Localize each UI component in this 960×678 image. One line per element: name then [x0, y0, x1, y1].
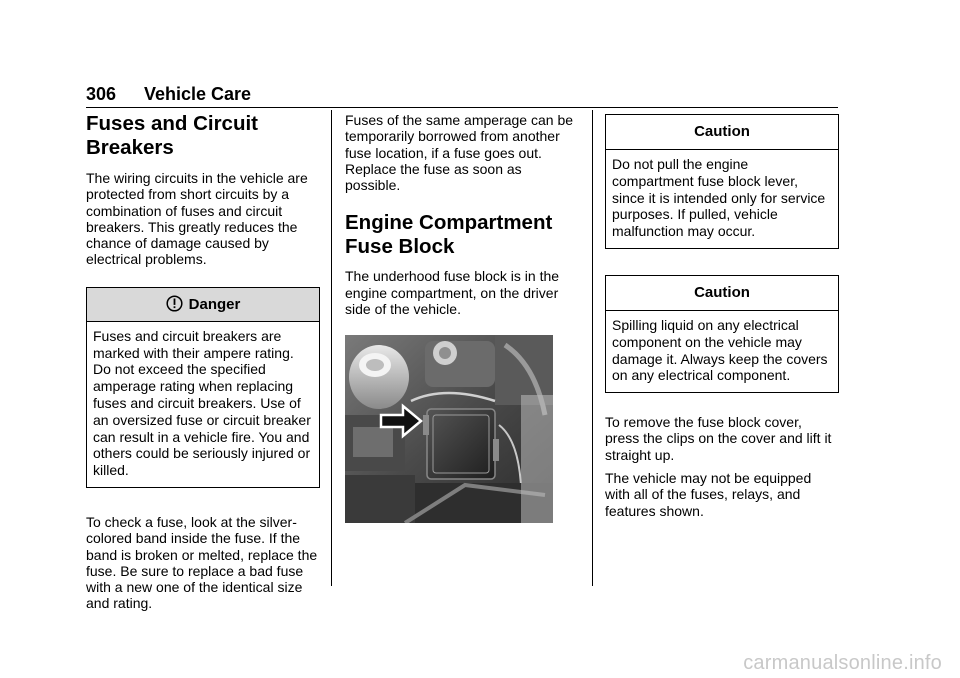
caution-body: Spilling liquid on any electrical component on the vehicle may damage it. Always keep the covers on any electrical component. [612, 316, 828, 384]
engine-compartment-photo [345, 335, 553, 523]
danger-body: Fuses and circuit breakers are marked with their ampere rating. Do not exceed the specified amperage rating when replacing fuses and circuit breakers. Use of an oversized fuse or circuit breaker can result in a vehicle fire. You and others could be seriously injured or killed. [93, 327, 311, 479]
caution-box-1 [605, 114, 839, 249]
column-3 [605, 112, 839, 519]
danger-title [87, 288, 319, 322]
section-title: Vehicle Care [144, 84, 252, 104]
heading-fuses-circuit-breakers: Fuses and Circuit Breakers [86, 112, 259, 159]
borrow-fuse-paragraph: Fuses of the same amperage can be temporarily borrowed from another fuse location, if a fuse goes out. Replace the fuse as soon as possible. [345, 112, 574, 194]
fuse-block-location-paragraph: The underhood fuse block is in the engine compartment, on the driver side of the vehicle. [345, 268, 560, 318]
check-fuse-paragraph: To check a fuse, look at the silver-colored band inside the fuse. If the band is broken or melted, replace the fuse. Be sure to replace a bad fuse with a new one of the identical size and rating. [86, 513, 318, 612]
caution-box-2 [605, 275, 839, 393]
caution-title: Caution [606, 115, 838, 150]
warning-circle-icon [166, 291, 183, 324]
watermark: carmanualsonline.info [743, 652, 942, 674]
column-2 [345, 112, 579, 523]
heading-engine-compartment-fuse-block: Engine Compartment Fuse Block [345, 211, 553, 259]
page-number: 306 [86, 84, 117, 104]
intro-paragraph: The wiring circuits in the vehicle are protected from short circuits by a combination of fuses and circuit breakers. This greatly reduces the chance of damage caused by electrical problems. [86, 170, 308, 268]
danger-box [86, 287, 320, 488]
column-divider [331, 110, 332, 586]
caution-title: Caution [606, 276, 838, 311]
caution-body: Do not pull the engine compartment fuse block lever, since it is intended only for service purposes. If pulled, vehicle malfunction may occur. [612, 156, 826, 240]
equipment-note-paragraph: The vehicle may not be equipped with all of the fuses, relays, and features shown. [605, 470, 812, 519]
column-1 [86, 112, 320, 612]
page-header [86, 83, 838, 108]
danger-title-text: Danger [188, 295, 241, 313]
column-divider [592, 110, 593, 586]
remove-cover-paragraph: To remove the fuse block cover, press the clips on the cover and lift it straight up. [605, 414, 832, 463]
